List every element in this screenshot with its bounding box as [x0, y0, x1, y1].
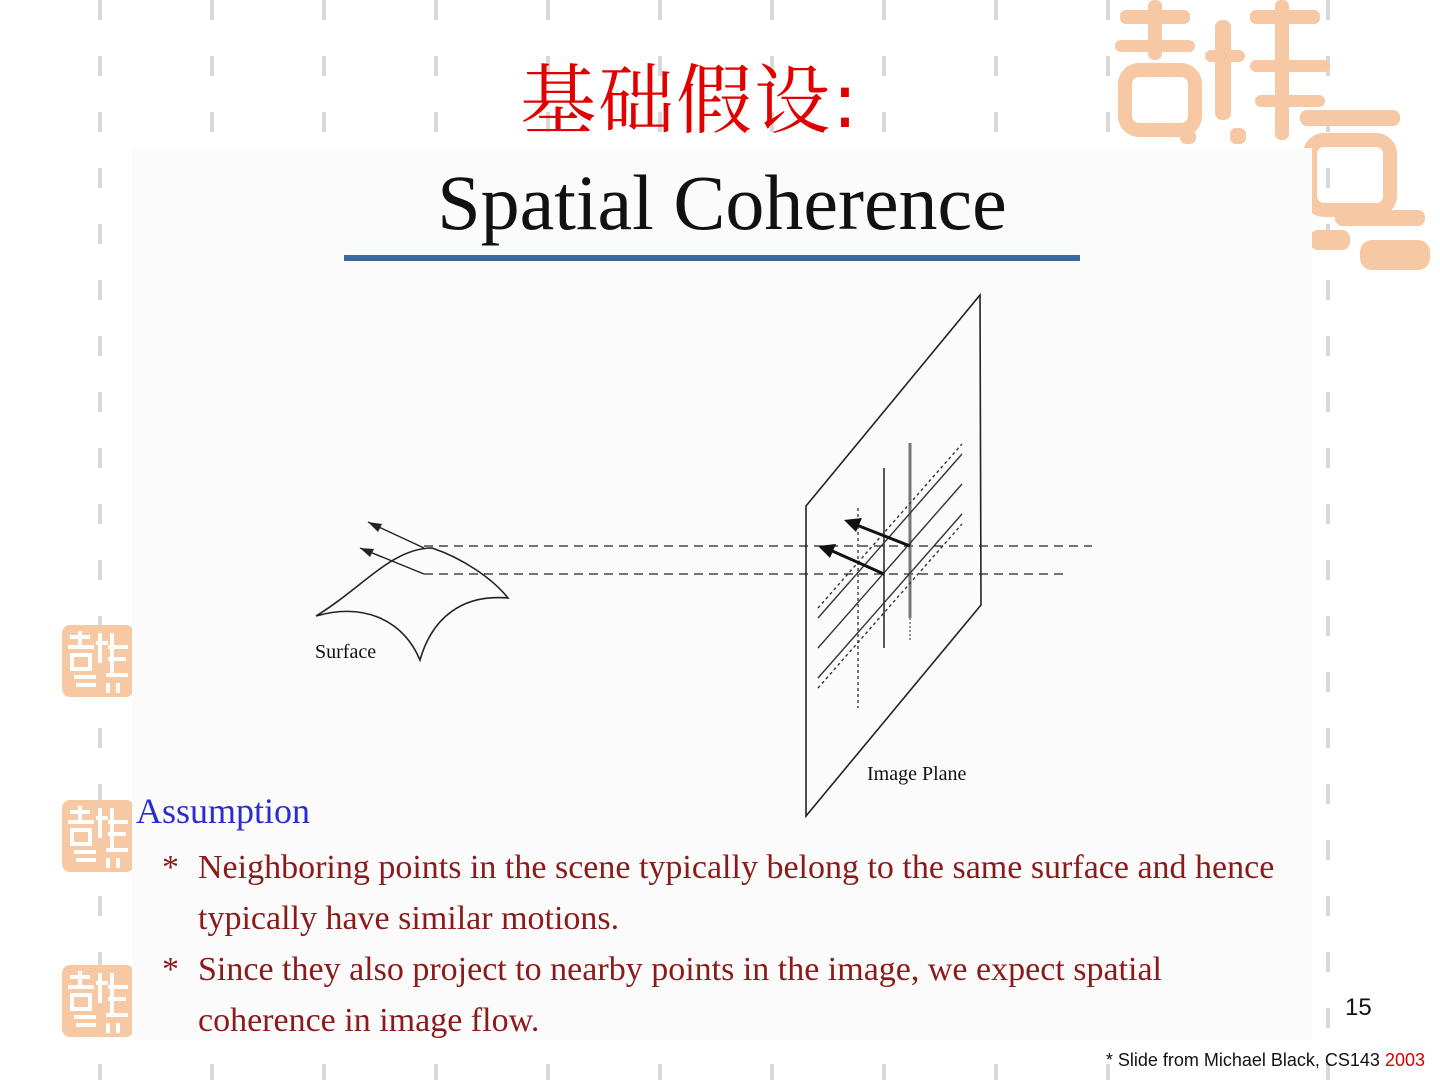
surface-motion-arrows [360, 522, 424, 574]
image-plane [806, 295, 981, 816]
auspicious-seal-icon [62, 965, 134, 1037]
assumption-bullets [162, 842, 1292, 1046]
bullet-text: Neighboring points in the scene typically belong to the same surface and hence typically have similar motions. [198, 849, 1275, 937]
embedded-slide [132, 148, 1312, 1040]
slide-title: 基础假设: [520, 56, 860, 145]
slide-credit [1106, 1050, 1425, 1071]
bullet-text: Since they also project to nearby points in the image, we expect spatial coherence in image flow. [198, 951, 1162, 1039]
assumption-bullet [162, 944, 1292, 1046]
flow-arrow [854, 524, 910, 546]
image-plane-label: Image Plane [867, 763, 967, 785]
bullet-marker: * [162, 951, 179, 988]
surface-label: Surface [315, 641, 377, 663]
plane-diagonal-lines [818, 444, 962, 688]
assumption-bullet [162, 842, 1292, 944]
credit-text: * Slide from Michael Black, CS143 [1105, 1050, 1385, 1070]
assumption-heading: Assumption [136, 791, 311, 831]
embedded-slide-title: Spatial Coherence [437, 159, 1007, 246]
page-number: 15 [1345, 994, 1372, 1021]
auspicious-seal-icon [62, 625, 134, 697]
auspicious-seal-icon [62, 800, 134, 872]
surface-arrow-head [368, 522, 382, 532]
bullet-marker: * [162, 849, 179, 886]
surface-arrow-head [360, 548, 374, 557]
credit-year: 2003 [1384, 1050, 1425, 1070]
